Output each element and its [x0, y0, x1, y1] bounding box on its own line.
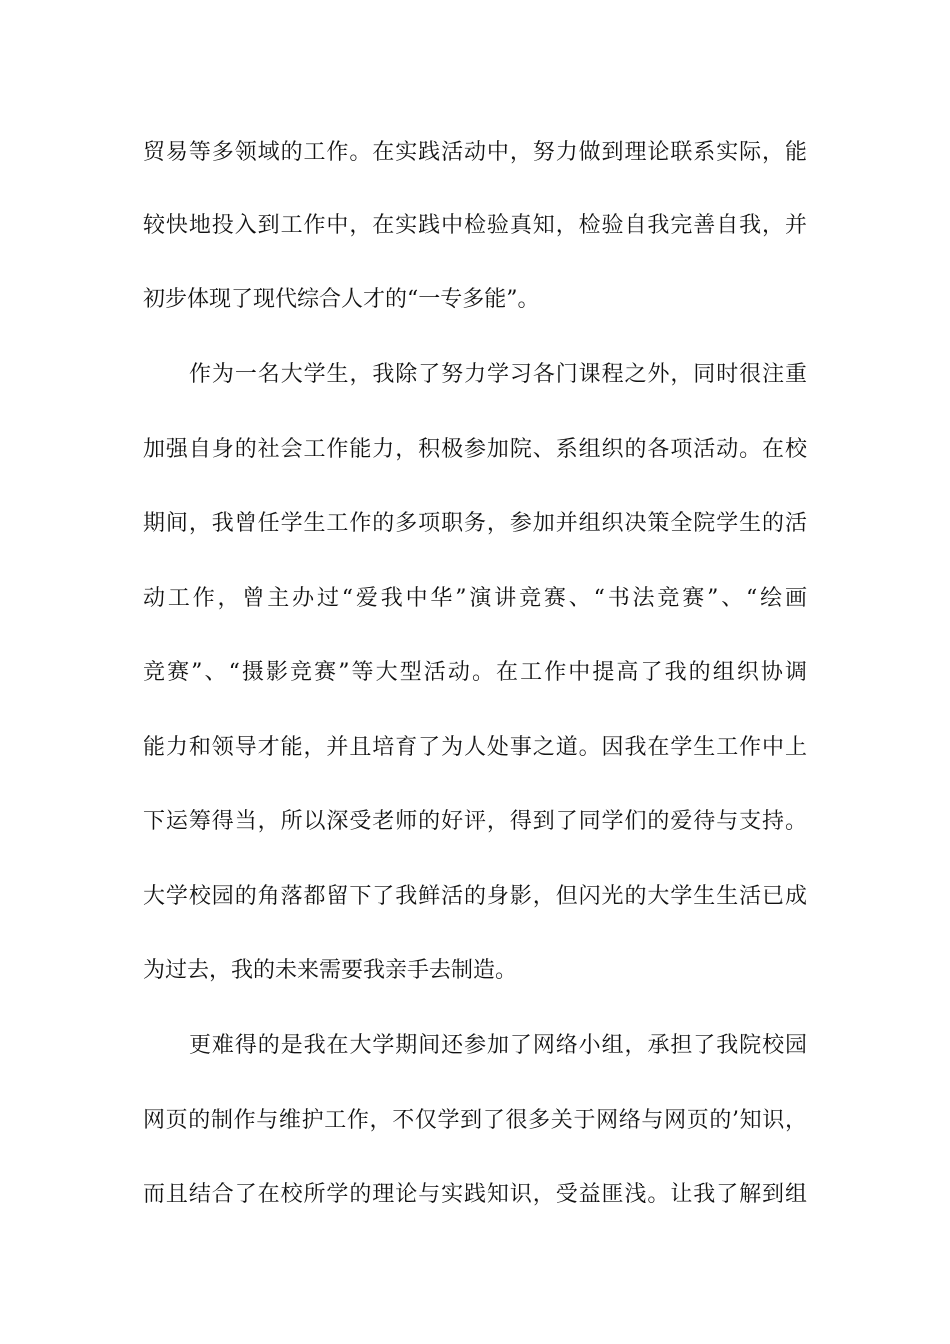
text-line-7: 动工作，曾主办过“爱我中华”演讲竞赛、“书法竞赛”、“绘画 — [143, 586, 807, 611]
text-line-10: 下运筹得当，所以深受老师的好评，得到了同学们的爱待与支持。 — [143, 809, 807, 834]
text-line-3: 初步体现了现代综合人才的“一专多能”。 — [143, 287, 540, 312]
text-line-4: 作为一名大学生，我除了努力学习各门课程之外，同时很注重 — [189, 362, 807, 387]
text-line-1: 贸易等多领域的工作。在实践活动中，努力做到理论联系实际，能 — [143, 140, 807, 165]
text-line-8: 竞赛”、“摄影竞赛”等大型活动。在工作中提高了我的组织协调 — [143, 660, 807, 685]
text-line-14: 网页的制作与维护工作，不仅学到了很多关于网络与网页的’知识， — [143, 1108, 807, 1133]
text-line-2: 较快地投入到工作中，在实践中检验真知，检验自我完善自我，并 — [143, 213, 807, 238]
text-line-15: 而且结合了在校所学的理论与实践知识，受益匪浅。让我了解到组 — [143, 1182, 807, 1207]
text-line-11: 大学校园的角落都留下了我鲜活的身影，但闪光的大学生生活已成 — [143, 884, 807, 909]
text-line-9: 能力和领导才能，并且培育了为人处事之道。因我在学生工作中上 — [143, 735, 807, 760]
text-line-12: 为过去，我的未来需要我亲手去制造。 — [143, 958, 518, 983]
text-line-5: 加强自身的社会工作能力，积极参加院、系组织的各项活动。在校 — [143, 437, 807, 462]
text-line-13: 更难得的是我在大学期间还参加了网络小组，承担了我院校园 — [189, 1033, 807, 1058]
text-line-6: 期间，我曾任学生工作的多项职务，参加并组织决策全院学生的活 — [143, 511, 807, 536]
